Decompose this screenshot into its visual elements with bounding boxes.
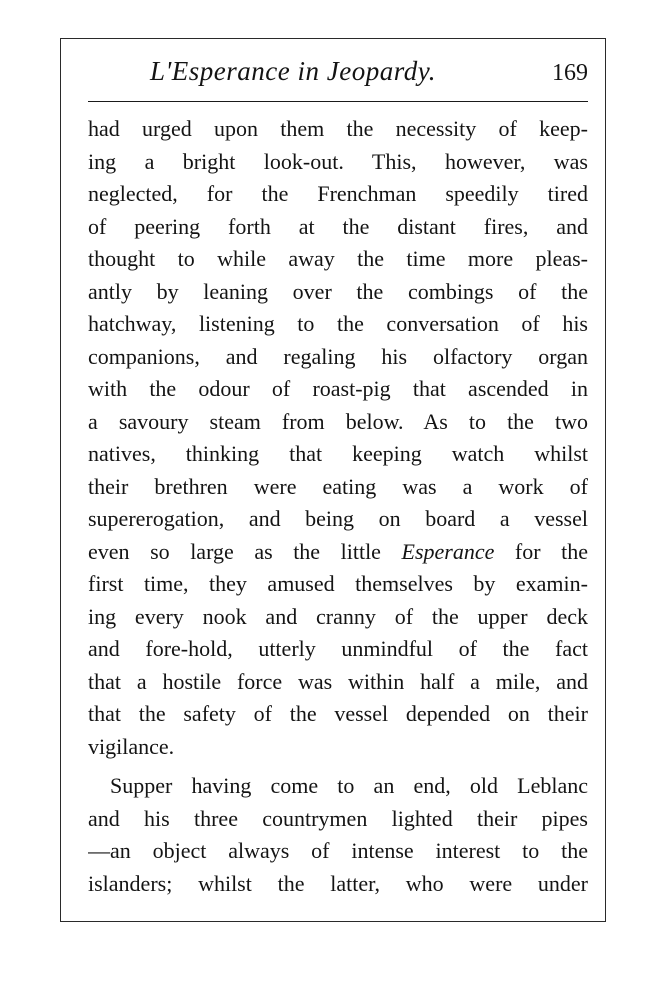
text-line: and his three countrymen lighted their pipes: [88, 805, 588, 831]
text-line: supererogation, and being on board a vessel: [88, 506, 588, 531]
text-line: and fore-hold, utterly unmindful of the fact: [88, 636, 588, 661]
text-line: first time, they amused themselves by examin-: [88, 571, 588, 596]
paragraph-1: [88, 113, 588, 763]
text-line: vigilance.: [88, 733, 175, 759]
text-line: Supper having come to an end, old Leblanc: [110, 773, 588, 798]
header-rule: [88, 101, 588, 102]
text-line: had urged upon them the necessity of keep-: [88, 116, 588, 141]
text-segment: for the: [494, 538, 588, 564]
text-line: neglected, for the Frenchman speedily tired: [88, 181, 588, 206]
ship-name-italic: Esperance: [401, 538, 495, 564]
text-line: —an object always of intense interest to the: [88, 838, 588, 863]
text-line: natives, thinking that keeping watch whilst: [88, 441, 588, 466]
text-line-with-italic-ship-name: [88, 536, 588, 569]
text-line: antly by leaning over the combings of the: [88, 278, 588, 304]
text-line: that a hostile force was within half a mile, and: [88, 668, 588, 694]
page-number: 169: [552, 60, 588, 86]
text-line: with the odour of roast-pig that ascended in: [88, 376, 588, 401]
paragraph-gap: [88, 763, 588, 770]
running-head: [88, 56, 588, 96]
text-line: islanders; whilst the latter, who were under: [88, 870, 588, 896]
text-line: thought to while away the time more pleas-: [88, 246, 588, 271]
text-line: hatchway, listening to the conversation of his: [88, 311, 588, 336]
text-line: ing every nook and cranny of the upper deck: [88, 603, 588, 629]
running-title: L'Esperance in Jeopardy.: [150, 56, 436, 86]
paragraph-2: [88, 770, 588, 900]
text-line: of peering forth at the distant fires, and: [88, 213, 588, 239]
text-line: a savoury steam from below. As to the two: [88, 408, 588, 434]
text-line: ing a bright look-out. This, however, was: [88, 148, 588, 174]
text-line: their brethren were eating was a work of: [88, 473, 588, 499]
text-line: companions, and regaling his olfactory organ: [88, 343, 588, 369]
text-line: that the safety of the vessel depended on their: [88, 701, 588, 726]
body-text: [88, 113, 588, 900]
text-segment: even so large as the little: [88, 538, 402, 564]
